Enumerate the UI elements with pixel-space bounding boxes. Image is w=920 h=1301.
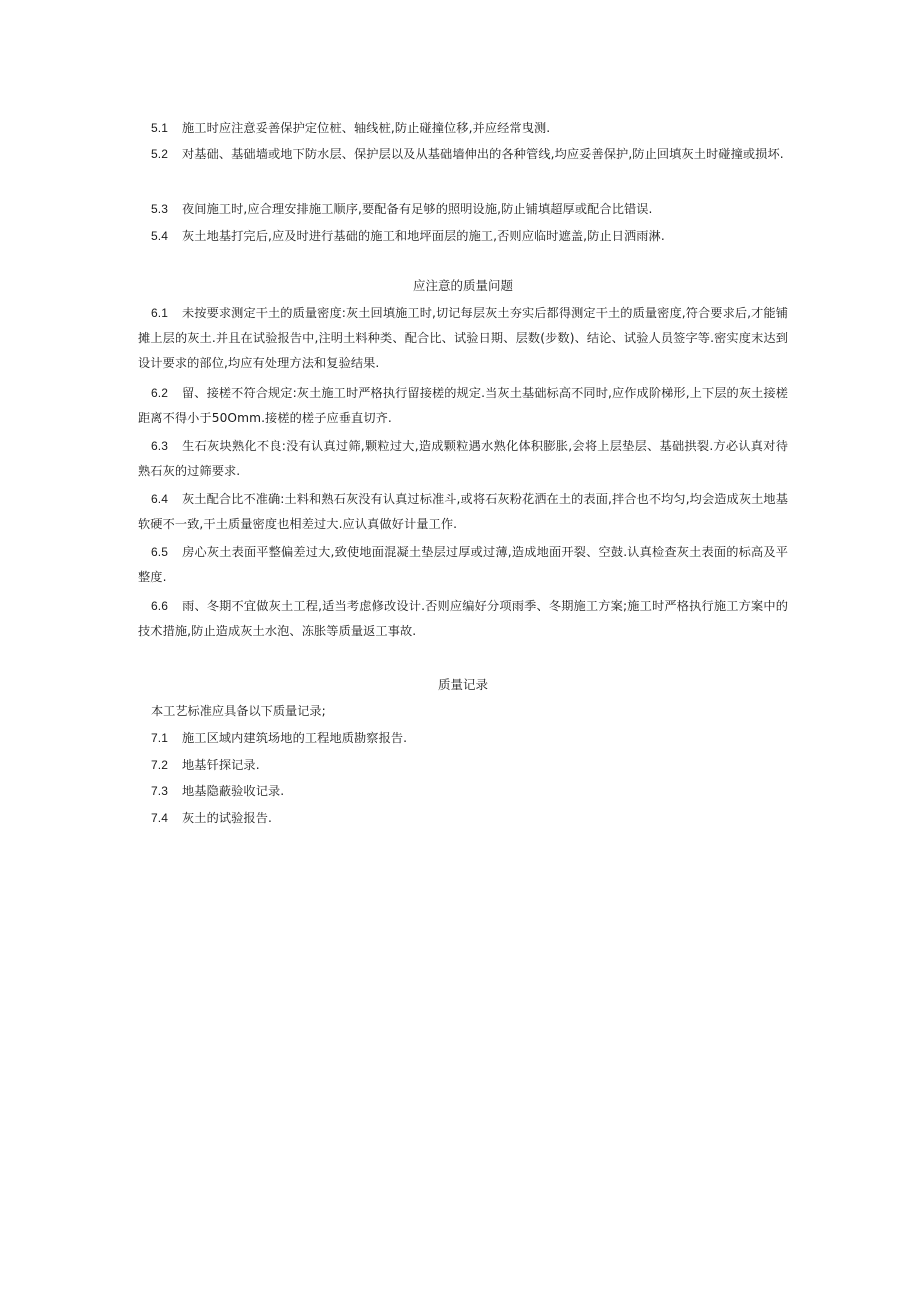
item-5-4 [138,224,788,249]
item-text: 灰土配合比不准确:土料和熟石灰没有认真过标准斗,或将石灰粉花洒在土的表面,拌合也不均匀,均会造成灰土地基软硬不一致,干土质量密度也相差过大.应认真做好计量工作. [138,492,788,531]
item-text: 生石灰块熟化不良:没有认真过筛,颗粒过大,造成颗粒遇水熟化体积膨胀,会将上层垫层、基础拱裂.方必认真对待熟石灰的过筛要求. [138,439,788,478]
item-number: 7.4 [151,811,168,825]
item-number: 5.4 [151,229,168,243]
item-text: 雨、冬期不宜做灰土工程,适当考虑修改设计.否则应编好分项雨季、冬期施工方案;施工时严格执行施工方案中的技术措施,防止造成灰土水泡、冻胀等质量返工事故. [138,599,788,638]
item-number: 7.2 [151,758,168,772]
item-text: 未按要求测定干土的质量密度:灰土回填施工时,切记每层灰土夯实后都得测定干土的质量密度,符合要求后,才能铺摊上层的灰土.并且在试验报告中,注明土料种类、配合比、试验日期、层数(步数)、结论、试验人员签字等.密实度末达到设计要求的部位,均应有处理方法和复验结果. [138,306,788,370]
item-6-1 [138,301,788,376]
item-number: 5.2 [151,147,168,161]
item-number: 5.3 [151,202,168,216]
item-7-2 [138,753,788,778]
item-5-1 [138,116,788,141]
item-number: 7.3 [151,784,168,798]
section-intro: 本工艺标准应具备以下质量记录; [151,704,326,718]
item-number: 6.3 [151,439,168,453]
item-text: 灰土的试验报告. [182,811,272,825]
item-text: 地基钎探记录. [182,758,260,772]
item-7-3 [138,779,788,804]
item-text: 施工时应注意妥善保护定位桩、轴线桩,防止碰撞位移,并应经常曳测. [182,121,551,135]
item-number: 6.4 [151,492,168,506]
item-6-6 [138,594,788,644]
item-number: 5.1 [151,121,168,135]
item-text: 夜间施工时,应合理安排施工顺序,要配备有足够的照明设施,防止铺填超厚或配合比错误. [182,202,653,216]
section-heading-quality-issues: 应注意的质量问题 [412,278,513,293]
item-text: 房心灰土表面平整偏差过大,致使地面混凝土垫层过厚或过薄,造成地面开裂、空鼓.认真检查灰土表面的标高及平整度. [138,545,788,584]
item-number: 6.5 [151,545,168,559]
item-text: 地基隐蔽验收记录. [182,784,285,798]
item-5-3 [138,197,788,222]
item-7-1 [138,726,788,751]
item-text: 留、接槎不符合规定:灰土施工时严格执行留接槎的规定.当灰土基础标高不同时,应作成阶梯形,上下层的灰土接槎距离不得小于50Omm.接槎的槎子应垂直切齐. [138,386,788,425]
item-6-4 [138,487,788,537]
item-number: 6.1 [151,306,168,320]
item-text: 灰土地基打完后,应及时进行基础的施工和地坪面层的施工,否则应临时遮盖,防止日洒雨淋. [182,229,665,243]
item-text: 对基础、基础墙或地下防水层、保护层以及从基础墙伸出的各种管线,均应妥善保护,防止回填灰土时碰撞或损坏. [182,147,784,161]
item-number: 6.6 [151,599,168,613]
item-number: 6.2 [151,386,168,400]
item-6-3 [138,434,788,484]
section-heading-quality-records: 质量记录 [437,677,488,692]
item-6-2 [138,381,788,431]
item-6-5 [138,540,788,590]
item-number: 7.1 [151,731,168,745]
item-7-4 [138,806,788,831]
item-text: 施工区域内建筑场地的工程地质勘察报告. [182,731,408,745]
item-5-2 [138,142,788,167]
